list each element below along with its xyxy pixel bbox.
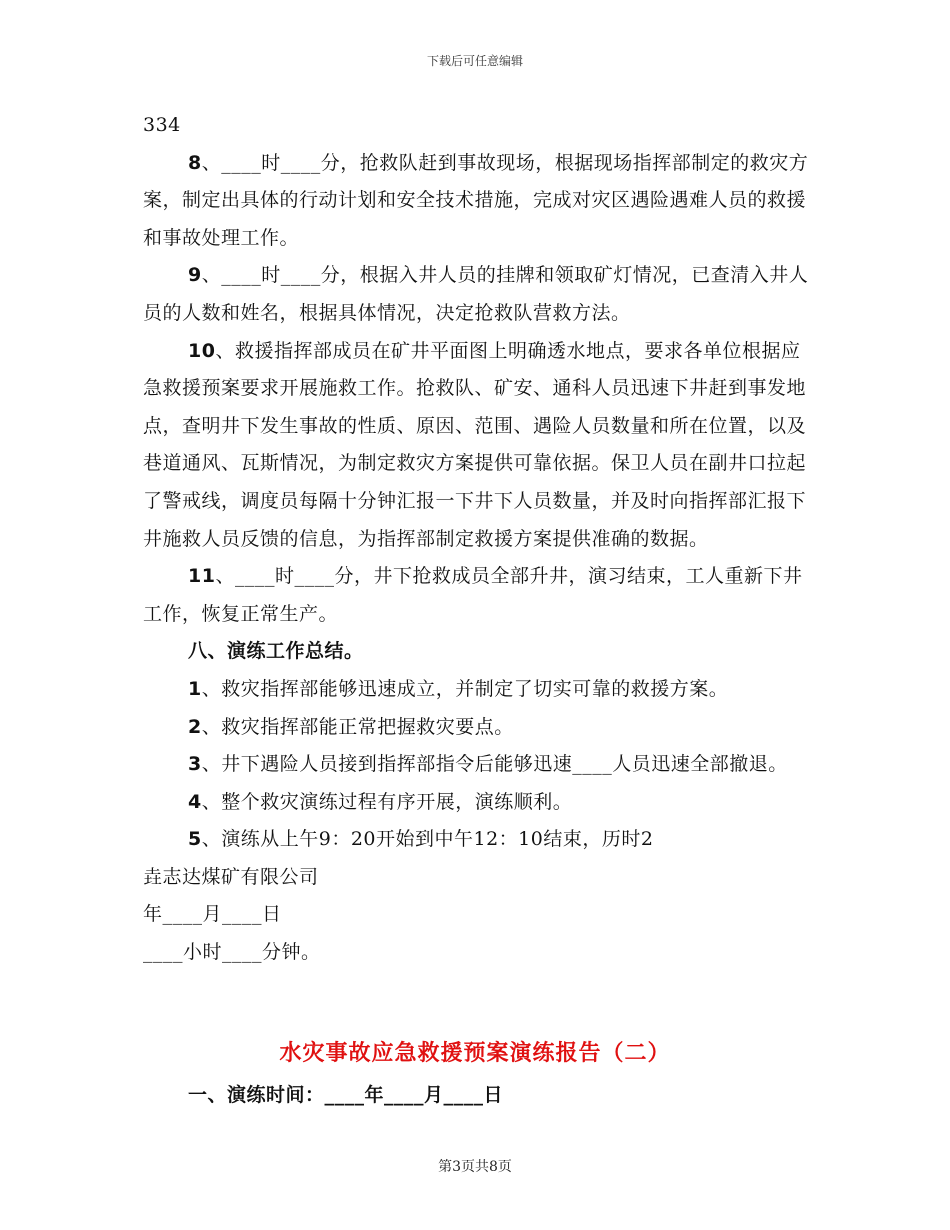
item-number: 1 xyxy=(188,677,202,700)
summary-item-5 xyxy=(143,821,811,859)
item-text: 、演练从上午9：20开始到中午12：10结束，历时2 xyxy=(201,828,654,851)
section-heading-summary: 八、演练工作总结。 xyxy=(188,640,364,663)
item-number: 2 xyxy=(188,715,202,738)
item-number: 5 xyxy=(188,828,202,851)
item-text: 、救灾指挥部能够迅速成立，并制定了切实可靠的救援方案。 xyxy=(201,677,729,700)
page-number-fragment: 334 xyxy=(143,114,181,136)
item-number: 3 xyxy=(188,753,202,776)
paragraph-step-10 xyxy=(143,333,811,559)
summary-item-4 xyxy=(143,784,811,822)
step-number: 8 xyxy=(188,151,202,174)
date-line: 年____月____日 xyxy=(143,903,282,926)
summary-item-1 xyxy=(143,671,811,709)
step-number: 11 xyxy=(188,565,216,588)
paragraph-step-9 xyxy=(143,257,811,332)
step-text: 、____时____分，井下抢救成员全部升井，演习结束，工人重新下井工作，恢复正常生产。 xyxy=(143,565,803,625)
page-header: 下载后可任意编辑 xyxy=(426,54,523,68)
duration-line: ____小时____分钟。 xyxy=(143,941,321,964)
summary-item-2 xyxy=(143,709,811,747)
item-text: 、井下遇险人员接到指挥部指令后能够迅速____人员迅速全部撤退。 xyxy=(201,753,788,776)
section-heading-drill-time: 一、演练时间：____年____月____日 xyxy=(188,1084,504,1106)
step-text: 、____时____分，根据入井人员的挂牌和领取矿灯情况，已查清入井人员的人数和姓名，根据具体情况，决定抢救队营救方法。 xyxy=(143,264,809,324)
report-title: 水灾事故应急救援预案演练报告（二） xyxy=(279,1040,671,1066)
paragraph-step-8 xyxy=(143,145,811,258)
paragraph-step-11 xyxy=(143,558,811,633)
step-number: 9 xyxy=(188,264,202,287)
step-text: 、救援指挥部成员在矿井平面图上明确透水地点，要求各单位根据应急救援预案要求开展施救工作。抢救队、矿安、通科人员迅速下井赶到事发地点，查明井下发生事故的性质、原因、范围、遇险人员数量和所在位置，以及巷道通风、瓦斯情况，为制定救灾方案提供可靠依据。保卫人员在副井口拉起了警戒线，调度员每隔十分钟汇报一下井下人员数量，并及时向指挥部汇报下井施救人员反馈的信息，为指挥部制定救援方案提供准确的数据。 xyxy=(143,339,807,550)
company-name: 垚志达煤矿有限公司 xyxy=(143,865,319,888)
item-number: 4 xyxy=(188,790,202,813)
item-text: 、整个救灾演练过程有序开展，演练顺利。 xyxy=(201,790,573,813)
summary-item-3 xyxy=(143,746,811,784)
page-footer: 第3页共8页 xyxy=(438,1159,512,1175)
item-text: 、救灾指挥部能正常把握救灾要点。 xyxy=(201,715,514,738)
document-body xyxy=(143,107,811,972)
step-text: 、____时____分，抢救队赶到事故现场，根据现场指挥部制定的救灾方案，制定出具体的行动计划和安全技术措施，完成对灾区遇险遇难人员的救援和事故处理工作。 xyxy=(143,151,809,249)
step-number: 10 xyxy=(188,339,216,362)
